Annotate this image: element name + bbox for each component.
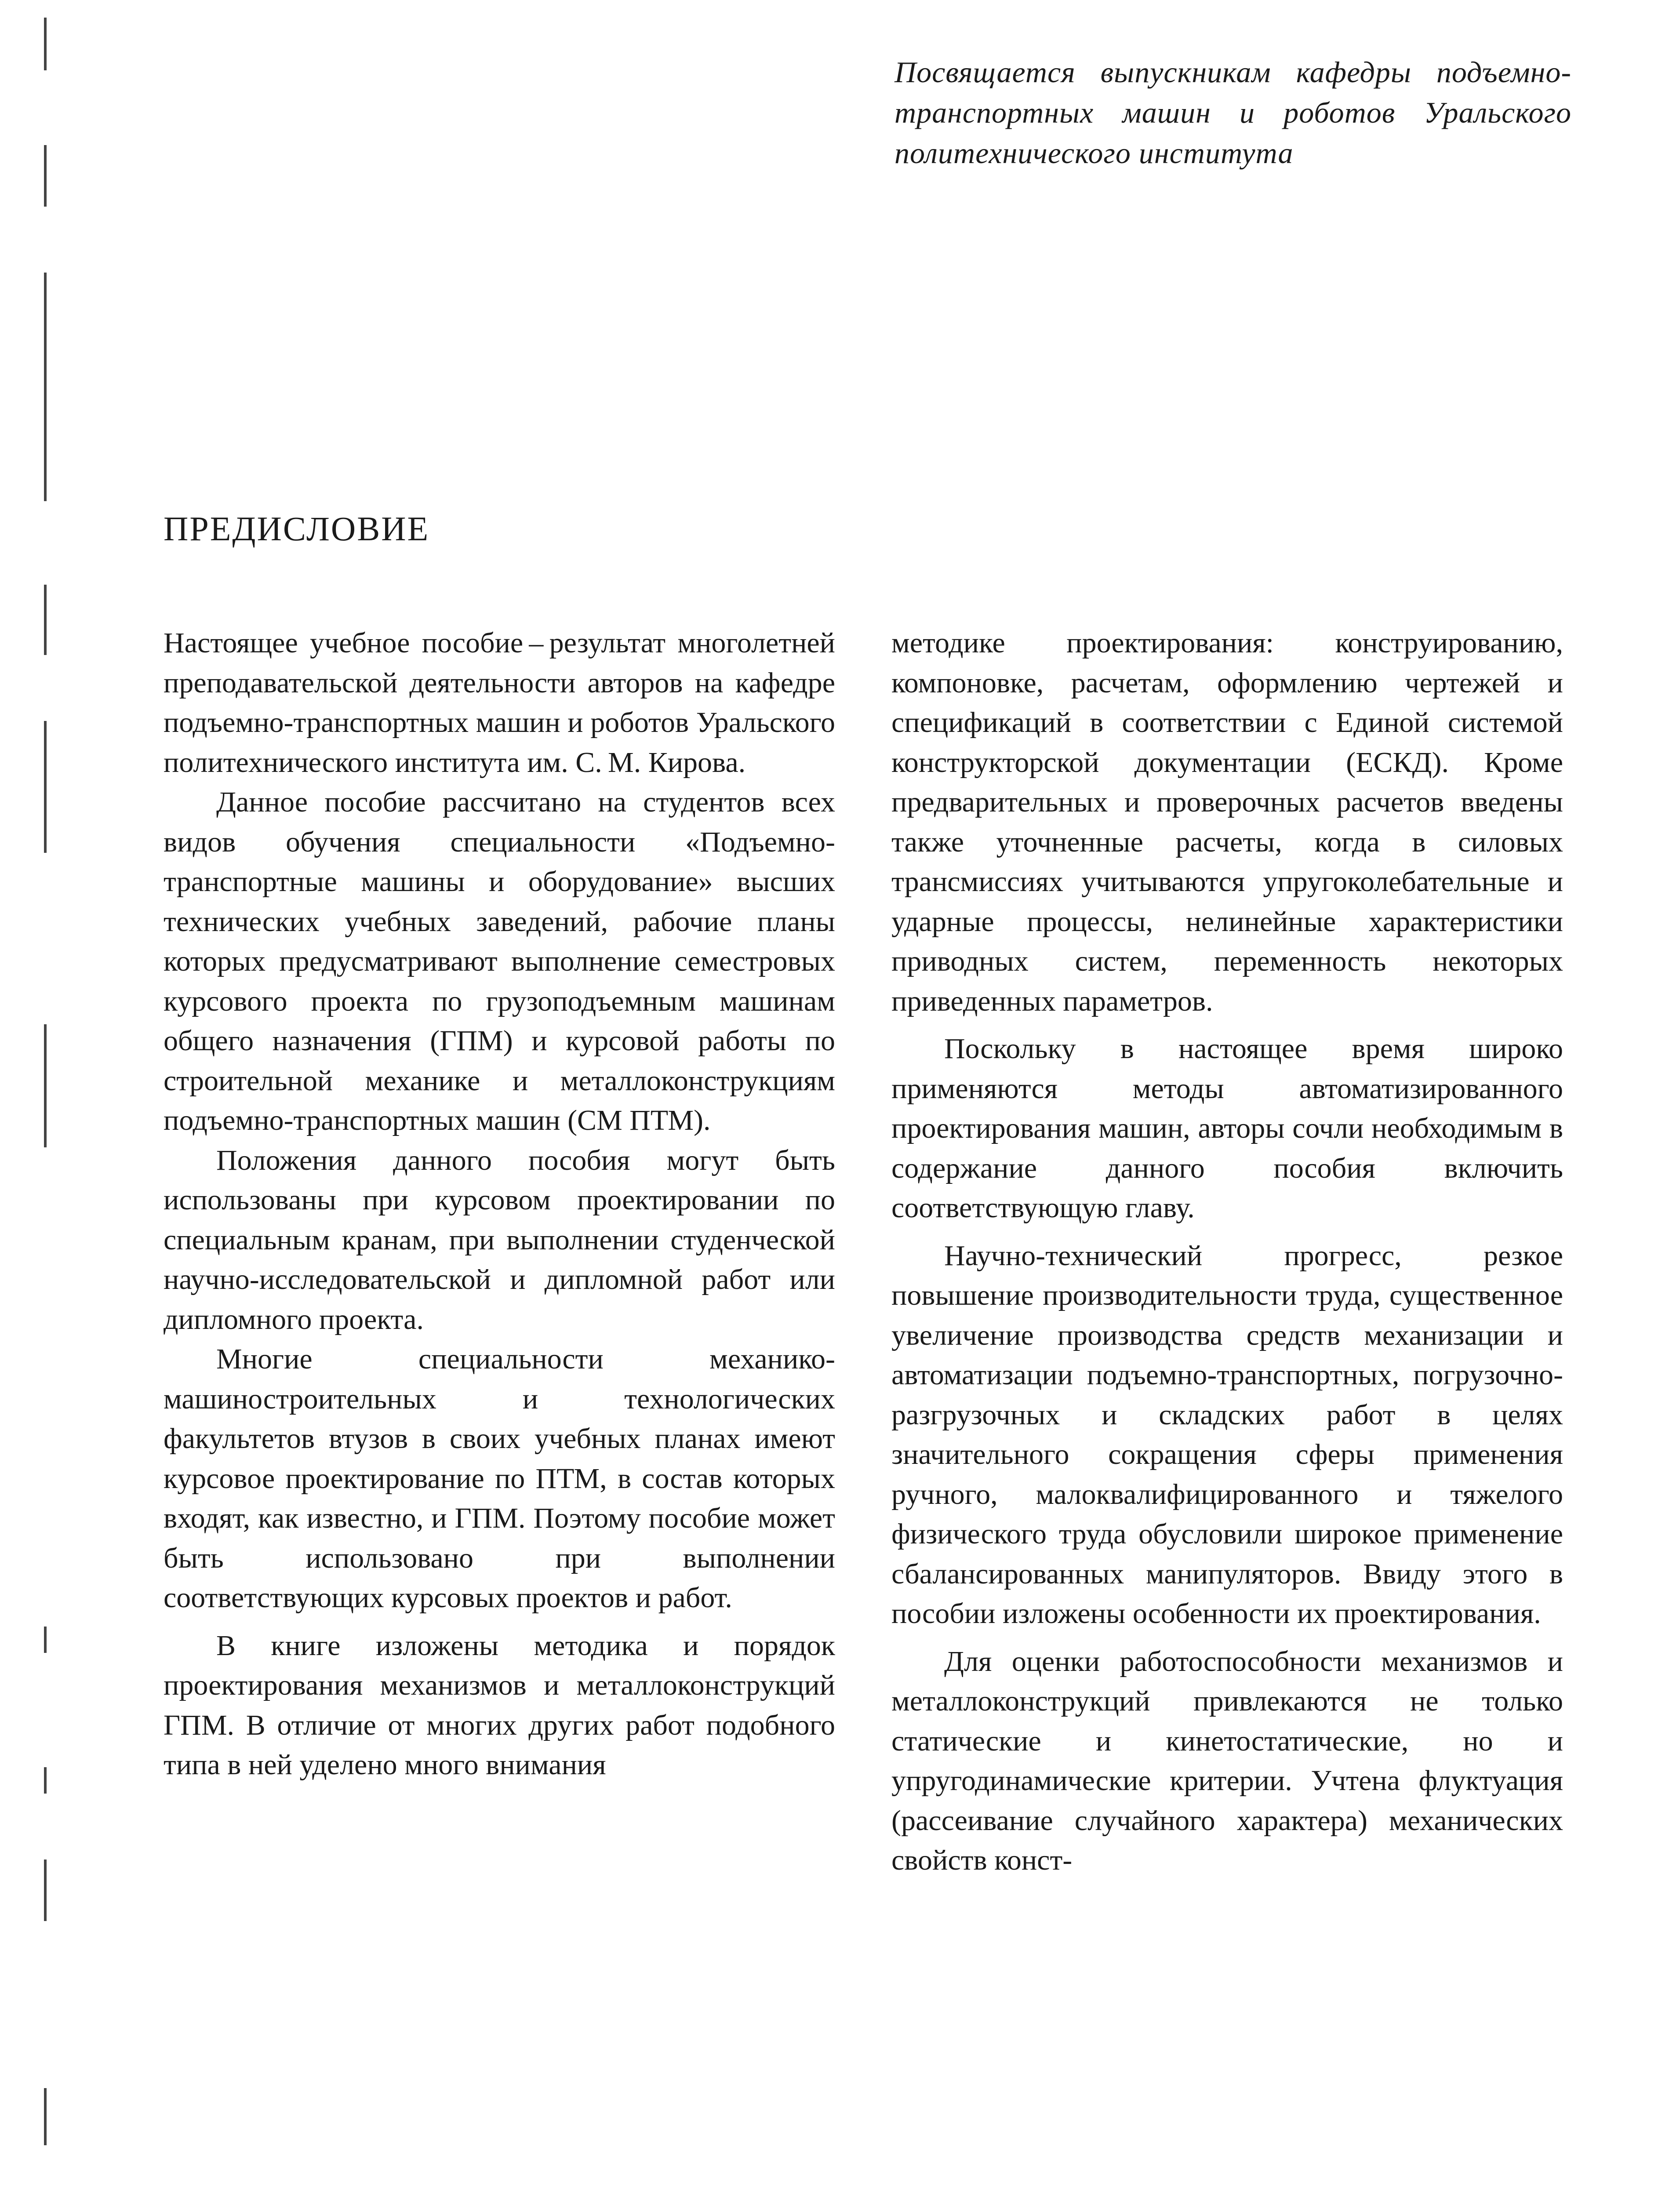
scan-mark [44, 1024, 47, 1147]
scan-mark [44, 18, 47, 70]
scan-mark [44, 273, 47, 501]
paragraph: Поскольку в настоящее время широко применяются методы автоматизированного проектирования машин, авторы сочли необходимым в содержание данного пособия включить соответствующую главу. [891, 1033, 1563, 1224]
paragraph: Научно-технический прогресс, резкое повышение производительности труда, существенное увеличение производства средств механизации и автоматизации подъемно-транспортных, погрузочно-разгрузочных и складских работ в целях значительного сокращения сферы применения ручного, малоквалифицированного и тяжелого физического труда обусловили широкое применение сбалансированных манипуляторов. Ввиду этого в пособии изложены особенности их проектирования. [891, 1239, 1563, 1630]
scan-mark [44, 1627, 47, 1653]
paragraph: Положения данного пособия могут быть использованы при курсовом проектировании по специальным кранам, при выполнении студенческой научно-исследовательской и дипломной работ или дипломного проекта. [164, 1144, 835, 1336]
paragraph: В книге изложены методика и порядок проектирования механизмов и металлоконструкций ГПМ. В отличие от многих других работ подобного типа в ней уделено много внимания [164, 1629, 835, 1781]
paragraph: Для оценки работоспособности механизмов и металлоконструкций привлекаются не только статические и кинетостатические, но и упругодинамические критерии. Учтена флуктуация (рассеивание случайного характера) механических свойств конст- [891, 1645, 1563, 1876]
scan-mark [44, 1767, 47, 1794]
scan-mark [44, 2088, 47, 2145]
left-column [164, 623, 835, 1785]
paragraph: методике проектирования: конструированию, компоновке, расчетам, оформлению чертежей и спецификаций в соответствии с Единой системой конструкторской документации (ЕСКД). Кроме предварительных и проверочных расчетов введены также уточненные расчеты, когда в силовых трансмиссиях учитываются упругоколебательные и ударные процессы, нелинейные характеристики приводных систем, переменность некоторых приведенных параметров. [891, 627, 1563, 1017]
dedication: Посвящается выпускникам кафедры подъемно-транспортных машин и роботов Уральского политехнического института [895, 55, 1571, 170]
scan-mark [44, 1860, 47, 1921]
right-column [891, 623, 1563, 1881]
paragraph: Многие специальности механико-машиностроительных и технологических факультетов втузов в своих учебных планах имеют курсовое проектирование по ПТМ, в состав которых входят, как известно, и ГПМ. Поэтому пособие может быть использовано при выполнении соответствующих курсовых проектов и работ. [164, 1343, 835, 1614]
scan-mark [44, 145, 47, 207]
paragraph: Данное пособие рассчитано на студентов всех видов обучения специальности «Подъемно-транспортные машины и оборудование» высших технических учебных заведений, рабочие планы которых предусматривают выполнение семестровых курсового проекта по грузоподъемным машинам общего назначения (ГПМ) и курсовой работы по строительной механике и металлоконструкциям подъемно-транспортных машин (СМ ПТМ). [164, 786, 835, 1136]
paragraph: Настоящее учебное пособие – результат многолетней преподавательской деятельности авторов на кафедре подъемно-транспортных машин и роботов Уральского политехнического института им. С. М. Кирова. [164, 627, 835, 779]
page-title: ПРЕДИСЛОВИЕ [164, 509, 430, 548]
scan-mark [44, 721, 47, 853]
scan-mark [44, 585, 47, 655]
